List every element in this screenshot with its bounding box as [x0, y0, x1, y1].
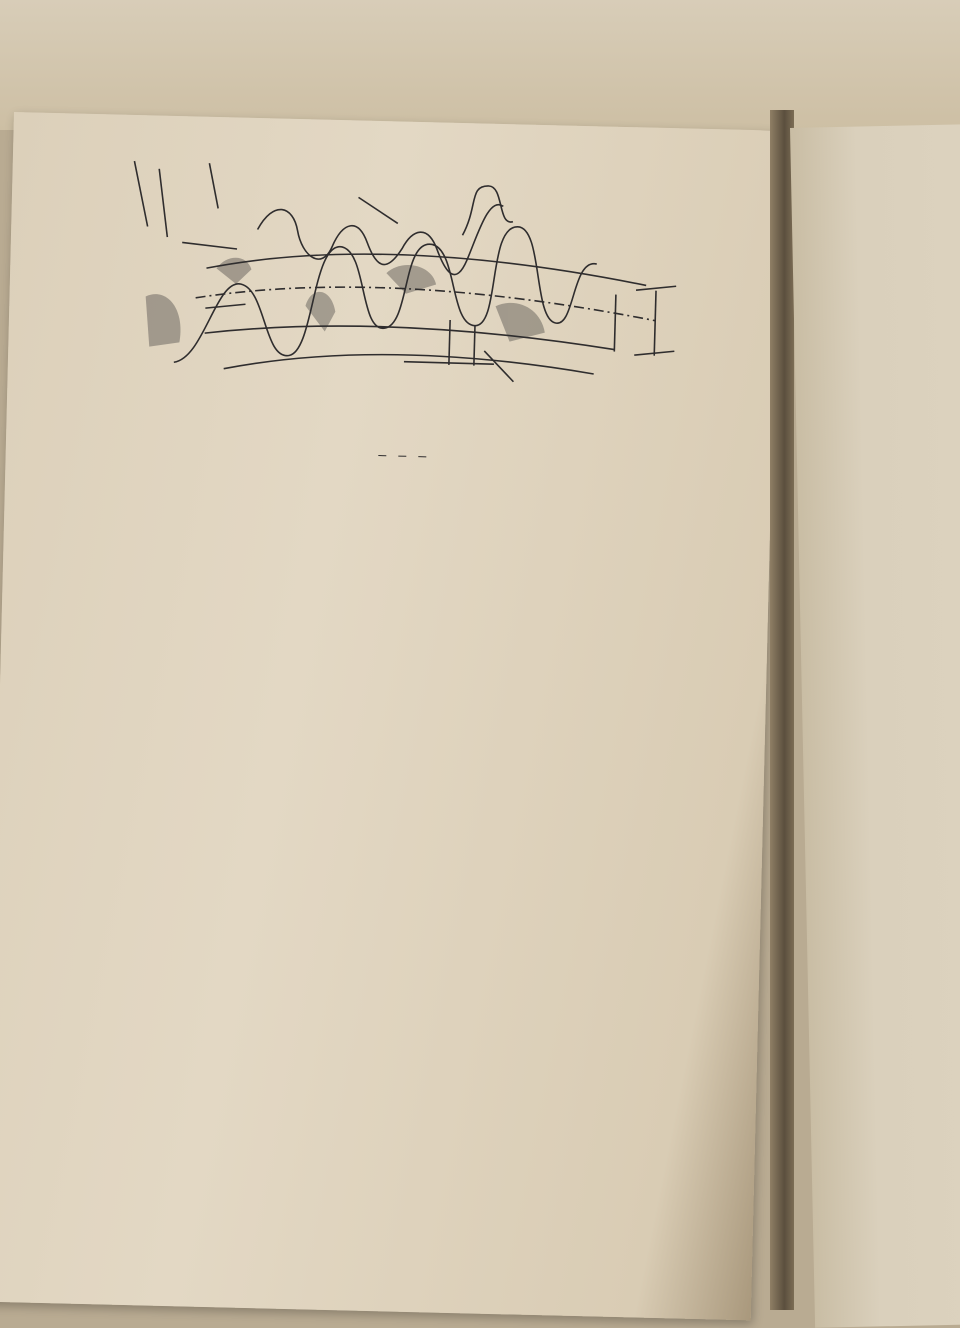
- hatched-tooth-left: [144, 294, 181, 348]
- left-page-text: [51, 140, 750, 478]
- gear-mesh-figure: [52, 154, 749, 433]
- hatched-tooth-far: [495, 302, 546, 342]
- fraction-revolutions-num: [398, 456, 406, 457]
- fraction-revolutions: [398, 456, 406, 457]
- book-gutter: [770, 110, 794, 1310]
- gear-mesh-diagram: [52, 154, 749, 433]
- fraction-diameters: [378, 455, 386, 456]
- gear-tooth-profile-upper: [174, 217, 598, 374]
- h-dimension-line: [654, 291, 656, 356]
- background-surface: [0, 0, 960, 130]
- pitch-circle-arc: [195, 283, 656, 321]
- fraction-teeth: [418, 456, 426, 457]
- gear-tooth-profile-lower: [256, 198, 503, 276]
- right-page-text: [850, 173, 960, 345]
- fraction-diameters-num: [378, 455, 386, 456]
- fraction-teeth-num: [418, 456, 426, 457]
- lower-gear-arc: [224, 350, 594, 379]
